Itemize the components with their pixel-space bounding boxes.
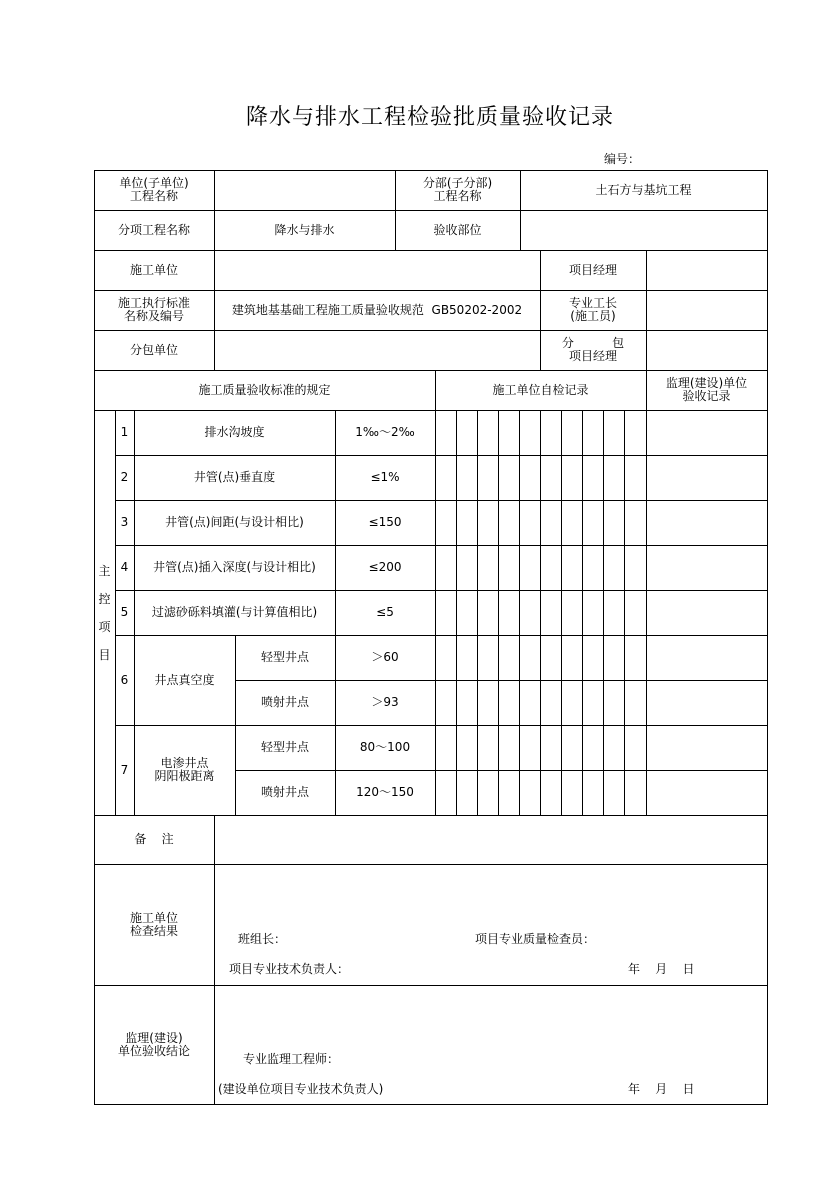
subcontractor-value[interactable]	[214, 330, 540, 370]
standard-value[interactable]: 建筑地基基础工程施工质量验收规范 GB50202-2002	[231, 302, 523, 317]
item-standard-value: 120～150	[356, 785, 414, 799]
item-name: 井管(点)垂直度	[193, 470, 276, 484]
item-standard-value: ＞93	[371, 695, 399, 709]
main-control-label: 主 控 项 目	[98, 563, 111, 662]
standard-column-header: 施工质量验收标准的规定	[198, 382, 331, 397]
item-number: 2	[120, 470, 129, 484]
item-standard-value: 80～100	[359, 740, 411, 754]
contractor-date: 年 月 日	[628, 962, 695, 976]
contractor-label: 施工单位	[129, 262, 178, 277]
item-standard-value: ≤150	[368, 515, 402, 529]
tech-lead-label: 项目专业技术负责人：	[229, 962, 350, 976]
item-standard-value: ≤5	[376, 605, 394, 619]
item-name: 井管(点)插入深度(与设计相比)	[153, 560, 316, 574]
item-number: 3	[120, 515, 129, 529]
supervision-result-label: 监理(建设) 单位验收结论	[117, 1030, 190, 1058]
col-line	[540, 410, 541, 815]
item-name: 排水沟坡度	[204, 425, 265, 439]
supervision-date: 年 月 日	[628, 1082, 695, 1096]
item-standard-value: 1‰～2‰	[355, 425, 415, 439]
col-line	[435, 410, 436, 815]
self-check-column-header: 施工单位自检记录	[492, 382, 589, 397]
sub-project-manager-value[interactable]	[646, 330, 767, 370]
item-standard-value: ＞60	[371, 650, 399, 664]
item-sub-name: 喷射井点	[260, 785, 309, 799]
item-sub-name: 喷射井点	[260, 695, 309, 709]
project-manager-label: 项目经理	[568, 262, 617, 277]
col-line	[498, 410, 499, 815]
supervision-engineer-label: 专业监理工程师：	[243, 1052, 340, 1066]
col-line	[477, 410, 478, 815]
item-number: 6	[120, 672, 129, 687]
project-manager-value[interactable]	[646, 250, 767, 290]
page-title: 降水与排水工程检验批质量验收记录	[245, 105, 614, 130]
col-line	[624, 410, 625, 815]
team-leader-label: 班组长：	[238, 932, 287, 946]
quality-inspector-label: 项目专业质量检查员：	[475, 932, 596, 946]
standard-label: 施工执行标准 名称及编号	[117, 296, 190, 323]
item-number: 7	[120, 762, 129, 777]
supervision-column-header: 监理(建设)单位 验收记录	[665, 376, 748, 403]
subitem-name-value[interactable]: 降水与排水	[274, 222, 335, 237]
remarks-value[interactable]	[214, 815, 767, 864]
item-number: 5	[120, 605, 129, 619]
contractor-result-label: 施工单位 检查结果	[129, 910, 178, 938]
division-name-label: 分部(子分部) 工程名称	[422, 176, 493, 203]
division-name-value[interactable]: 土石方与基坑工程	[595, 182, 692, 197]
col-line	[582, 410, 583, 815]
contractor-value[interactable]	[214, 250, 540, 290]
subcontractor-label: 分包单位	[129, 342, 178, 357]
item-sub-name: 轻型井点	[260, 650, 309, 664]
item-sub-name: 轻型井点	[260, 740, 309, 754]
code-number-label: 编号：	[604, 152, 641, 166]
item-name: 过滤砂砾料填灌(与计算值相比)	[151, 605, 318, 619]
item-number: 1	[120, 425, 129, 439]
subitem-name-label: 分项工程名称	[117, 222, 190, 237]
item-name: 井管(点)间距(与设计相比)	[165, 515, 304, 529]
foreman-label: 专业工长 (施工员)	[568, 296, 617, 323]
col-line	[456, 410, 457, 815]
table-right-border	[767, 170, 768, 1105]
remarks-label: 备 注	[134, 832, 174, 846]
item-standard-value: ≤200	[368, 560, 402, 574]
unit-name-value[interactable]	[214, 170, 395, 210]
accept-part-label: 验收部位	[433, 222, 482, 237]
foreman-value[interactable]	[646, 290, 767, 330]
col-line	[603, 410, 604, 815]
col-line	[519, 410, 520, 815]
accept-part-value[interactable]	[520, 210, 767, 250]
item-number: 4	[120, 560, 129, 574]
item-name: 井点真空度	[154, 672, 215, 687]
col-line	[646, 410, 647, 815]
col-line	[561, 410, 562, 815]
sub-project-manager-label: 分 包 项目经理	[561, 336, 625, 363]
item-standard-value: ≤1%	[370, 470, 400, 484]
item-name: 电渗井点 阴阳极距离	[154, 756, 215, 783]
table-bottom-border	[94, 1104, 768, 1105]
unit-name-label: 单位(子单位) 工程名称	[119, 176, 189, 203]
owner-tech-lead-label: (建设单位项目专业技术负责人)	[218, 1082, 384, 1096]
